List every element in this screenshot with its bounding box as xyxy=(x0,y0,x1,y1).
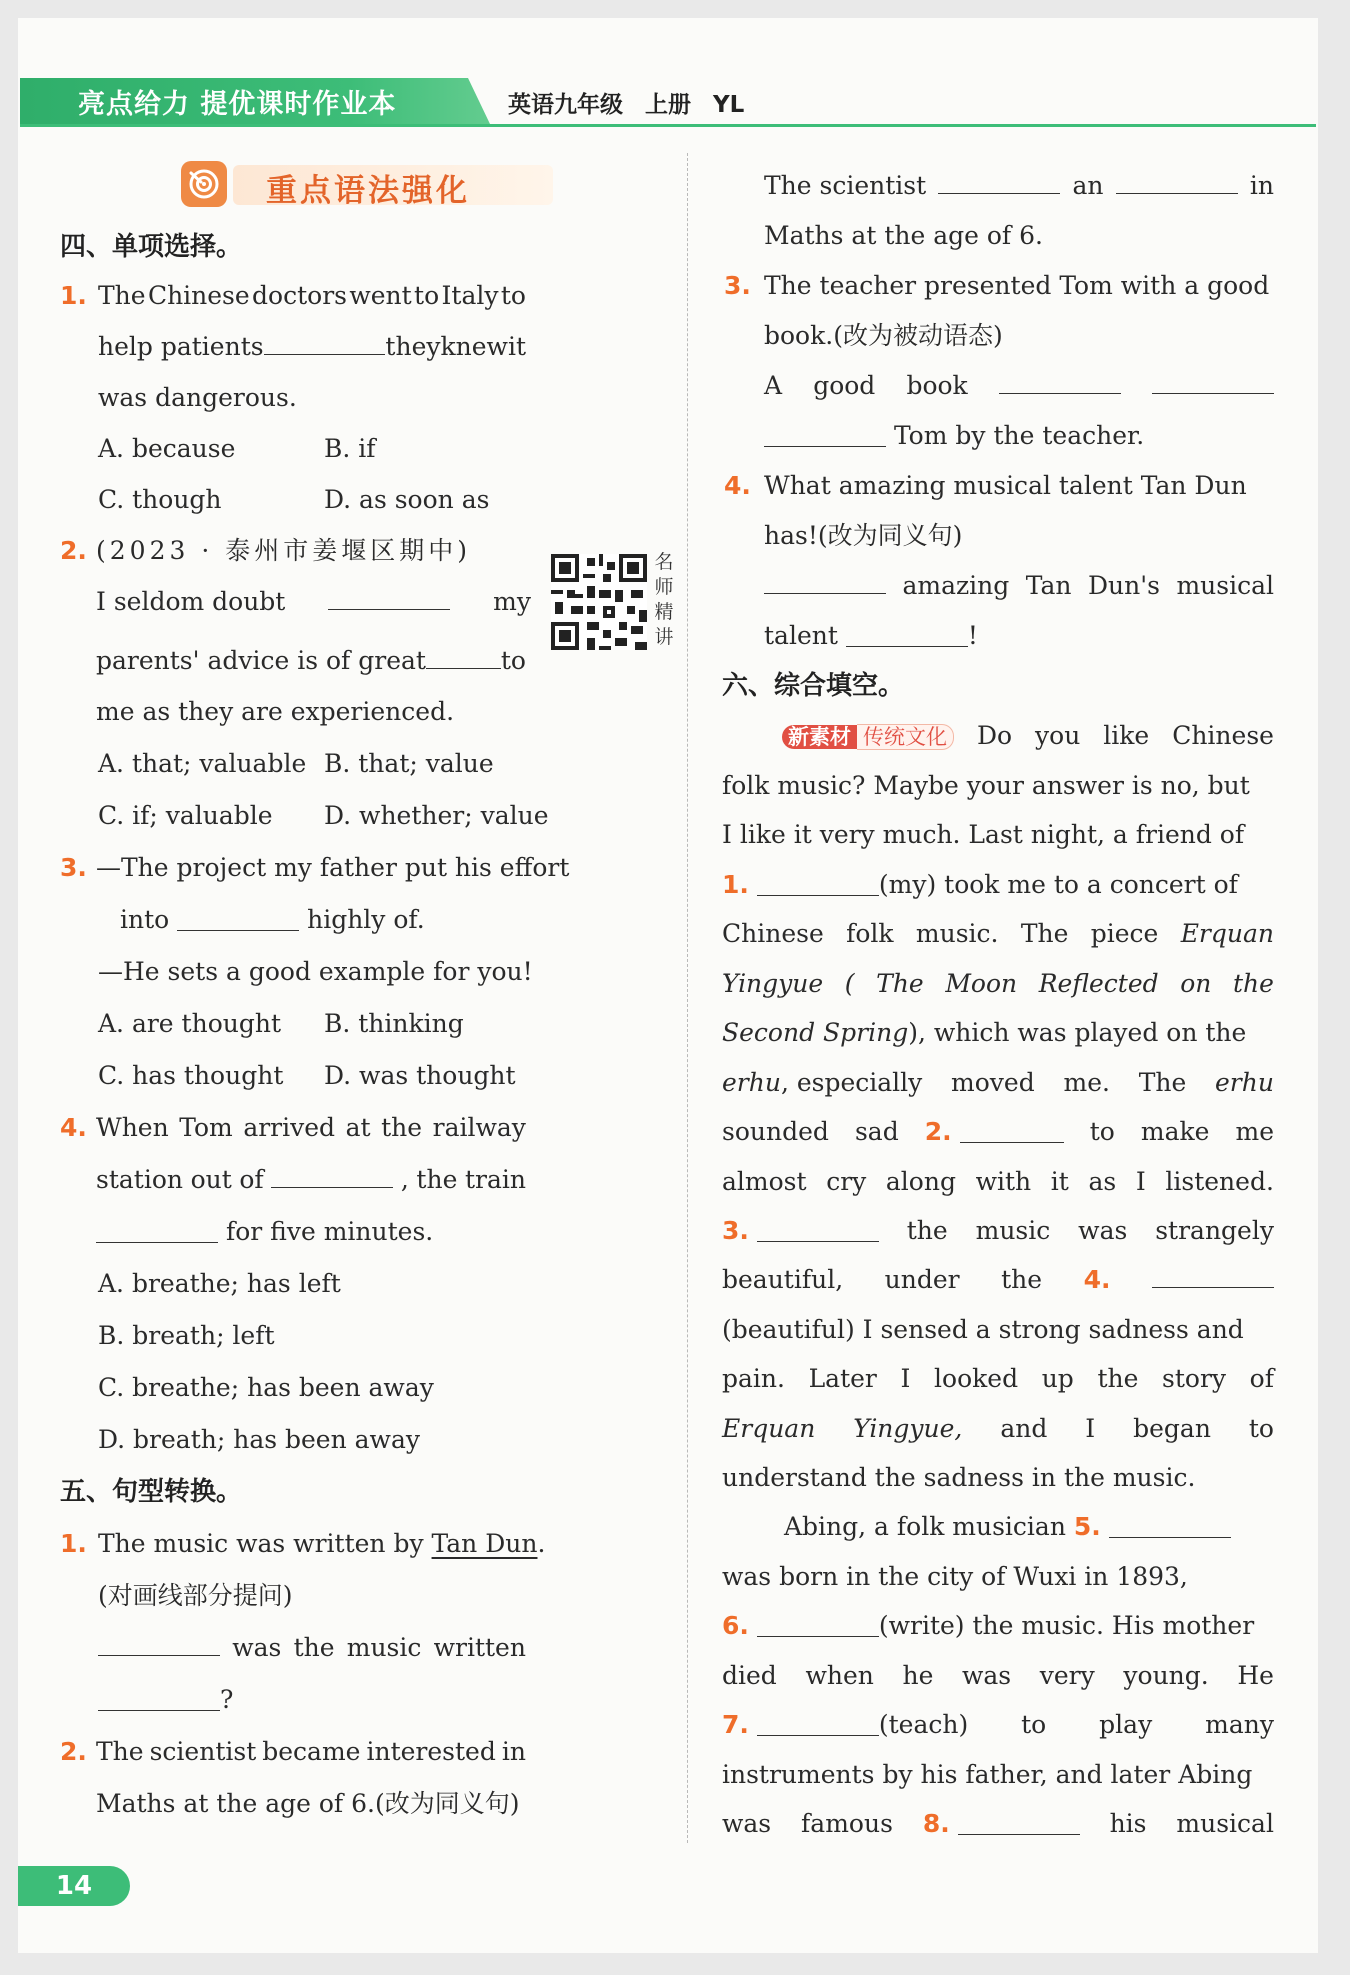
option-b[interactable]: B. thinking xyxy=(324,1009,464,1038)
passage-line: erhu, especially moved me. The erhu xyxy=(722,1068,1274,1097)
target-icon xyxy=(181,161,227,207)
passage-line: 6. (write) the music. His mother xyxy=(722,1611,1255,1640)
answer-blank[interactable] xyxy=(764,592,886,594)
column-divider xyxy=(687,153,688,1843)
question-line: was dangerous. xyxy=(98,383,297,412)
option-b[interactable]: B. if xyxy=(324,434,376,463)
q-number: 1. xyxy=(60,1529,87,1558)
option-b[interactable]: B. that; value xyxy=(324,749,494,778)
passage-line: I like it very much. Last night, a friend of xyxy=(722,820,1245,849)
option-a[interactable]: A. are thought xyxy=(98,1009,281,1038)
option-d[interactable]: D. as soon as xyxy=(324,485,490,514)
material-tag: 新素材 传统文化 xyxy=(782,723,954,751)
question-source: (2023 · 泰州市姜堰区期中) xyxy=(96,536,471,565)
question-line: I seldom doubt my xyxy=(96,587,531,616)
question-line: for five minutes. xyxy=(96,1216,433,1248)
underlined-phrase: Tan Dun xyxy=(431,1529,538,1558)
q-number: 2. xyxy=(60,1737,87,1766)
answer-blank[interactable] xyxy=(960,1141,1064,1143)
answer-blank[interactable] xyxy=(757,894,879,896)
question-line: What amazing musical talent Tan Dun xyxy=(764,471,1247,500)
qr-label: 名师精讲 xyxy=(654,551,674,648)
subject-title: 英语九年级 上册 YL xyxy=(508,92,745,118)
passage-line: pain. Later I looked up the story of xyxy=(722,1364,1274,1393)
option-b[interactable]: B. breath; left xyxy=(98,1321,275,1350)
answer-blank[interactable] xyxy=(98,1709,220,1711)
banner-title: 重点语法强化 xyxy=(266,173,470,209)
question-line: has!(改为同义句) xyxy=(764,521,963,550)
series-title: 亮点给力 提优课时作业本 xyxy=(78,89,397,120)
question-line: ? xyxy=(98,1684,233,1716)
passage-line: 新素材 传统文化 Do you like Chinese xyxy=(782,720,1274,752)
passage-line: was famous 8. his musical xyxy=(722,1809,1274,1838)
answer-blank[interactable] xyxy=(1152,392,1274,394)
section-4-title: 四、单项选择。 xyxy=(60,232,243,262)
answer-blank[interactable] xyxy=(177,929,299,931)
passage-line: Abing, a folk musician 5. xyxy=(784,1511,1231,1543)
question-line: The teacher presented Tom with a good xyxy=(764,271,1270,300)
option-c[interactable]: C. has thought xyxy=(98,1061,284,1090)
answer-blank[interactable] xyxy=(98,1654,220,1656)
option-d[interactable]: D. breath; has been away xyxy=(98,1425,420,1454)
option-a[interactable]: A. because xyxy=(98,434,236,463)
page-number: 14 xyxy=(18,1866,130,1906)
answer-blank[interactable] xyxy=(1152,1286,1274,1288)
option-c[interactable]: C. if; valuable xyxy=(98,801,273,830)
q-number: 2. xyxy=(60,536,87,565)
answer-blank[interactable] xyxy=(757,1734,879,1736)
answer-blank[interactable] xyxy=(757,1635,879,1637)
question-line: Tom by the teacher. xyxy=(764,420,1144,452)
option-d[interactable]: D. whether; value xyxy=(324,801,549,830)
passage-line: (beautiful) I sensed a strong sadness and xyxy=(722,1315,1244,1344)
page-header xyxy=(20,78,1316,138)
q-number: 4. xyxy=(60,1113,87,1142)
question-line: The Chinese doctors went to Italy to xyxy=(98,281,526,310)
question-line: me as they are experienced. xyxy=(96,697,455,726)
section-5-title: 五、句型转换。 xyxy=(60,1477,243,1507)
question-line: help patients they knew it xyxy=(98,332,526,361)
passage-line: beautiful, under the 4. xyxy=(722,1264,1274,1296)
question-line: A good book xyxy=(764,370,1274,402)
passage-line: Chinese folk music. The piece Erquan xyxy=(722,919,1274,948)
question-line: —The project my father put his effort xyxy=(96,853,570,882)
answer-blank[interactable] xyxy=(846,645,968,647)
option-a[interactable]: A. that; valuable xyxy=(98,749,307,778)
passage-line: 3. the music was strangely xyxy=(722,1216,1274,1245)
q-number: 4. xyxy=(724,471,751,500)
answer-blank[interactable] xyxy=(1116,192,1238,194)
question-line: was the music written xyxy=(98,1632,526,1664)
question-line: talent ! xyxy=(764,621,978,650)
answer-blank[interactable] xyxy=(96,1241,218,1243)
answer-blank[interactable] xyxy=(264,353,386,355)
option-c[interactable]: C. though xyxy=(98,485,222,514)
section-6-title: 六、综合填空。 xyxy=(722,671,905,701)
passage-line: died when he was very young. He xyxy=(722,1661,1274,1690)
passage-line: 7. (teach) to play many xyxy=(722,1710,1274,1739)
question-line: station out of , the train xyxy=(96,1165,526,1194)
answer-blank[interactable] xyxy=(328,608,450,610)
qr-code-icon[interactable] xyxy=(551,554,647,650)
question-line: The scientist became interested in xyxy=(96,1737,526,1766)
section-banner xyxy=(181,161,556,209)
passage-line: instruments by his father, and later Abing xyxy=(722,1760,1253,1789)
question-line: Maths at the age of 6.(改为同义句) xyxy=(96,1789,520,1818)
question-line: parents' advice is of great to xyxy=(96,646,526,675)
question-line: Maths at the age of 6. xyxy=(764,221,1043,250)
option-d[interactable]: D. was thought xyxy=(324,1061,516,1090)
question-line: When Tom arrived at the railway xyxy=(96,1113,526,1142)
option-a[interactable]: A. breathe; has left xyxy=(98,1269,341,1298)
answer-blank[interactable] xyxy=(999,392,1121,394)
passage-line: folk music? Maybe your answer is no, but xyxy=(722,771,1250,800)
passage-line: sounded sad 2. to make me xyxy=(722,1117,1274,1146)
question-line: —He sets a good example for you! xyxy=(98,957,533,986)
header-rule xyxy=(20,124,1316,127)
passage-line: understand the sadness in the music. xyxy=(722,1463,1196,1492)
question-line: (对画线部分提问) xyxy=(98,1581,293,1610)
question-line: amazing Tan Dun's musical xyxy=(764,570,1274,602)
answer-blank[interactable] xyxy=(958,1833,1080,1835)
passage-line: almost cry along with it as I listened. xyxy=(722,1167,1274,1196)
passage-line: Yingyue ( The Moon Reflected on the xyxy=(722,969,1274,998)
workbook-page xyxy=(18,18,1318,1953)
passage-line: was born in the city of Wuxi in 1893, xyxy=(722,1562,1188,1591)
q-number: 3. xyxy=(724,271,751,300)
option-c[interactable]: C. breathe; has been away xyxy=(98,1373,434,1402)
question-line: into highly of. xyxy=(120,905,425,934)
answer-blank[interactable] xyxy=(938,192,1060,194)
question-line: The scientist an in xyxy=(764,171,1274,200)
question-line: The music was written by Tan Dun. xyxy=(98,1529,546,1558)
answer-blank[interactable] xyxy=(1109,1536,1231,1538)
passage-line: Second Spring), which was played on the xyxy=(722,1018,1247,1047)
answer-blank[interactable] xyxy=(426,667,501,669)
q-number: 1. xyxy=(60,281,87,310)
passage-line: Erquan Yingyue, and I began to xyxy=(722,1414,1274,1443)
answer-blank[interactable] xyxy=(271,1186,393,1188)
answer-blank[interactable] xyxy=(764,445,886,447)
question-line: book.(改为被动语态) xyxy=(764,321,1003,350)
answer-blank[interactable] xyxy=(757,1240,879,1242)
q-number: 3. xyxy=(60,853,87,882)
passage-line: 1. (my) took me to a concert of xyxy=(722,870,1238,899)
